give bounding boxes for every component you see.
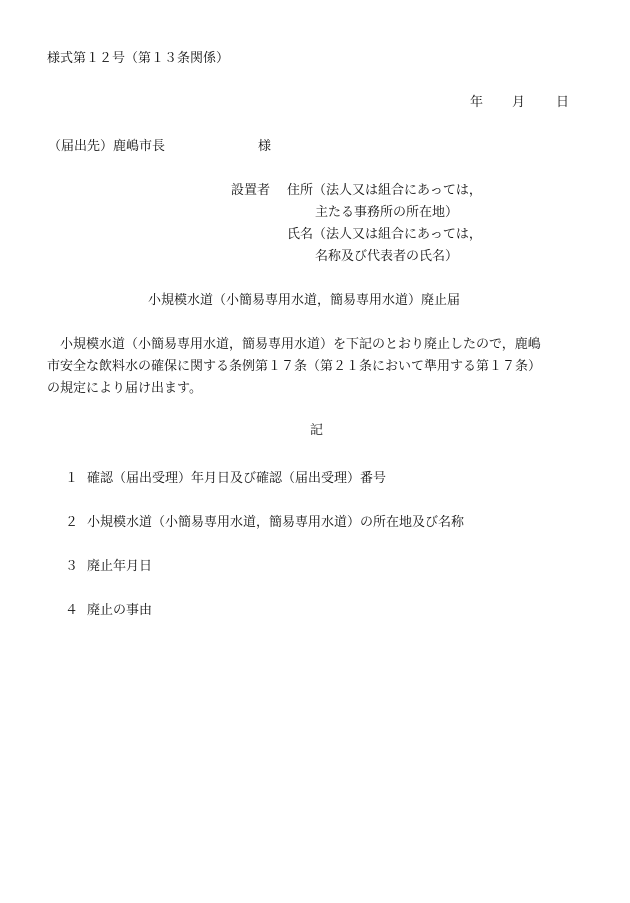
item-label: 廃止の事由 (87, 603, 153, 618)
addressee-honorific: 様 (258, 139, 272, 154)
item-number: ３ (65, 559, 79, 574)
item-label: 確認（届出受理）年月日及び確認（届出受理）番号 (87, 471, 387, 486)
list-item (65, 511, 585, 530)
item-number: １ (65, 471, 79, 486)
installer-name-note: 名称及び代表者の氏名） (315, 249, 459, 264)
form-number: 様式第１２号（第１３条関係） (47, 51, 230, 66)
item-label: 小規模水道（小簡易専用水道，簡易専用水道）の所在地及び名称 (87, 515, 465, 530)
installer-label: 設置者 (231, 183, 271, 198)
item-number: ２ (65, 515, 79, 530)
installer-name-label: 氏名（法人又は組合にあっては， (287, 227, 482, 242)
installer-address-note: 主たる事務所の所在地） (315, 205, 459, 220)
date-month-label: 月 (512, 95, 526, 110)
item-label: 廃止年月日 (87, 559, 153, 574)
addressee: （届出先）鹿嶋市長 (48, 139, 166, 154)
list-item (65, 555, 585, 574)
document-title: 小規模水道（小簡易専用水道，簡易専用水道）廃止届 (148, 293, 461, 308)
body-line-1: 小規模水道（小簡易専用水道，簡易専用水道）を下記のとおり廃止したので，鹿嶋 (60, 337, 541, 352)
date-year-label: 年 (470, 95, 484, 110)
ki-heading: 記 (310, 423, 324, 438)
body-paragraph (47, 334, 585, 400)
body-line-3: の規定により届け出ます。 (47, 381, 202, 396)
date-day-label: 日 (556, 95, 570, 110)
list-item (65, 599, 585, 618)
installer-address-label: 住所（法人又は組合にあっては， (287, 183, 482, 198)
body-line-2: 市安全な飲料水の確保に関する条例第１７条（第２１条において準用する第１７条） (47, 359, 542, 374)
item-number: ４ (65, 603, 79, 618)
list-item (65, 467, 585, 486)
